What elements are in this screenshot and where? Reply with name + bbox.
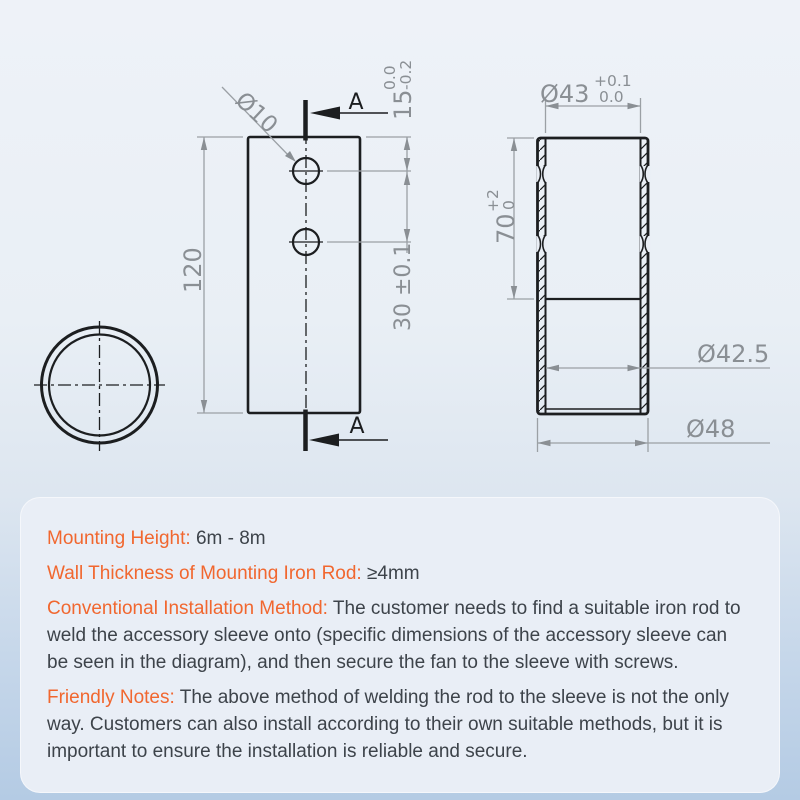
note-friendly-label: Friendly Notes: <box>47 687 175 708</box>
dim-plate-length <box>179 137 243 413</box>
note-friendly-text: The above method of welding the rod to the sleeve is not the only way. Customers can also install according to their own suitable methods, but it is important to ensure the installation is reliable and secure. <box>47 687 729 762</box>
note-installation-method <box>47 595 751 676</box>
note-installation-method-text: The customer needs to find a suitable iron rod to weld the accessory sleeve onto (specific dimensions of the accessory sleeve can be seen in the diagram), and then secure the fan to the sleeve with screws. <box>47 598 741 673</box>
dim-hole-diameter-text: Ø10 <box>229 87 283 139</box>
dim-hole-spacing-text: 30 ±0.1 <box>391 242 416 331</box>
tube-top-view <box>34 321 165 451</box>
svg-text:70: 70 <box>492 213 520 244</box>
section-arrow-bottom <box>309 434 339 447</box>
svg-text:Ø43: Ø43 <box>540 80 590 108</box>
svg-text:15: 15 <box>389 89 417 120</box>
dim-hole-offset-text <box>381 60 417 120</box>
svg-text:+2: +2 <box>484 189 502 212</box>
note-wall-thickness <box>47 560 751 587</box>
svg-text:0.0: 0.0 <box>599 88 624 106</box>
svg-text:0: 0 <box>500 200 518 210</box>
mounting-plate-view <box>179 60 417 451</box>
dim-sleeve-inner-top <box>540 72 641 133</box>
notes-panel <box>20 497 780 793</box>
dim-sleeve-depth <box>484 138 534 299</box>
note-friendly <box>47 684 751 765</box>
svg-text:-0.2: -0.2 <box>397 59 415 90</box>
dim-hole-positions <box>327 60 417 331</box>
dim-120-text: 120 <box>179 247 207 293</box>
dim-sleeve-inner-bottom <box>546 340 770 371</box>
svg-text:Ø42.5: Ø42.5 <box>697 340 770 368</box>
svg-text:+0.1: +0.1 <box>594 72 632 90</box>
section-label-bottom: A <box>349 414 365 439</box>
note-wall-thickness-label: Wall Thickness of Mounting Iron Rod: <box>47 563 362 584</box>
note-mounting-height-label: Mounting Height: <box>47 528 191 549</box>
note-wall-thickness-value: ≥4mm <box>366 563 420 584</box>
note-mounting-height <box>47 525 751 552</box>
dim-hole-diameter <box>222 87 296 162</box>
dim-sleeve-outer <box>538 415 771 452</box>
section-label-top: A <box>348 90 364 115</box>
note-installation-method-label: Conventional Installation Method: <box>47 598 328 619</box>
section-line-a <box>306 90 389 451</box>
sleeve-section-view <box>484 72 770 452</box>
note-mounting-height-value: 6m - 8m <box>195 528 266 549</box>
svg-text:0.0: 0.0 <box>381 65 399 90</box>
section-arrow-top <box>310 107 340 120</box>
wall-pinch-marks <box>536 165 650 253</box>
svg-text:Ø48: Ø48 <box>686 415 736 443</box>
